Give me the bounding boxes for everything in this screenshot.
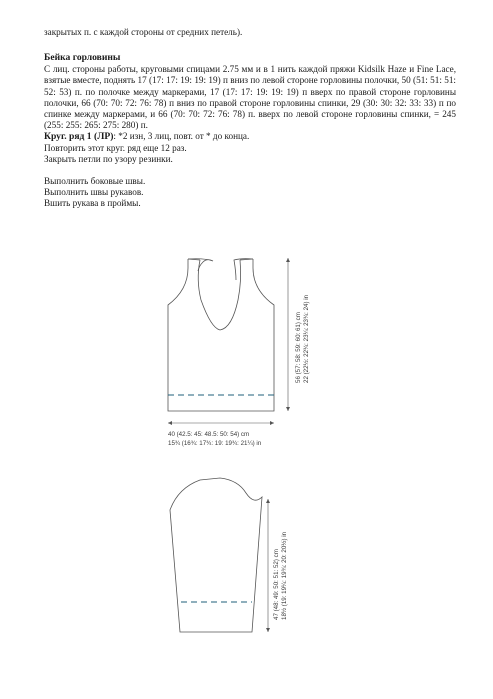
width-arrow-right (270, 421, 274, 425)
round-1-label: Круг. ряд 1 (ЛР) (44, 131, 114, 143)
body-outline (168, 259, 274, 411)
body-length-in-label: 22 (22½: 22¾: 23¼: 23¾: 24) in (303, 294, 310, 383)
close-line: Закрыть петли по узору резинки. (44, 153, 173, 164)
neckband-heading: Бейка горловины (44, 52, 121, 63)
neckband-paragraph: С лиц. стороны работы, круговыми спицами 2.75 мм и в 1 нить каждой пряжи Kidsilk Haze и Fine Lace, взятые вместе, поднять 17 (17: 17: 19: 19: 19) п вниз по левой стороне горловины полочки, 50 (51: 51: 51: 52: 53) п. по полочке между маркерами, 17 (17: 17: 19: 19: 19) п вверх по правой стороне горловины полочки, 66 (70: 70: 72: 76: 78) п вниз по правой стороне горловины спинки, 29 (30: 30: 32: 33: 33) п по спинке между маркерами, и 66 (70: 70: 72: 76: 78) п. вверх по левой стороне горловины спинки, = 245 (255: 255: 265: 275: 280) п. (44, 64, 456, 131)
round-1-text: : *2 изн, 3 лиц, повт. от * до конца. (113, 131, 250, 142)
length-arrow-top (286, 258, 290, 262)
neckline-curve (198, 260, 240, 330)
sleeve-length-in-label: 18½ (19: 19¼: 19¾: 20: 20½) in (281, 531, 288, 620)
body-length-cm-label: 56 (57: 58: 59: 60: 61) cm (295, 312, 302, 383)
finishing-step-2: Выполнить швы рукавов. (44, 187, 144, 198)
sleeve-arrow-bottom (266, 628, 270, 632)
length-arrow-bottom (286, 407, 290, 411)
intro-text: закрытых п. с каждой стороны от средних петель). (44, 27, 243, 37)
sleeve-schematic (170, 478, 288, 632)
repeat-line: Повторить этот круг. ряд еще 12 раз. (44, 142, 187, 153)
sleeve-outline (170, 478, 262, 632)
sleeve-length-cm-label: 47 (48: 49: 50: 51: 52) cm (273, 549, 280, 620)
body-width-cm-label: 40 (42.5: 45: 48.5: 50: 54) cm (168, 431, 250, 438)
sleeve-arrow-top (266, 499, 270, 503)
finishing-step-3: Вшить рукава в проймы. (44, 198, 141, 209)
body-width-in-label: 15¾ (16¾: 17¾: 19: 19¾: 21¼) in (168, 440, 262, 447)
body-schematic (168, 258, 310, 447)
finishing-step-1: Выполнить боковые швы. (44, 176, 146, 187)
width-arrow-left (168, 421, 172, 425)
